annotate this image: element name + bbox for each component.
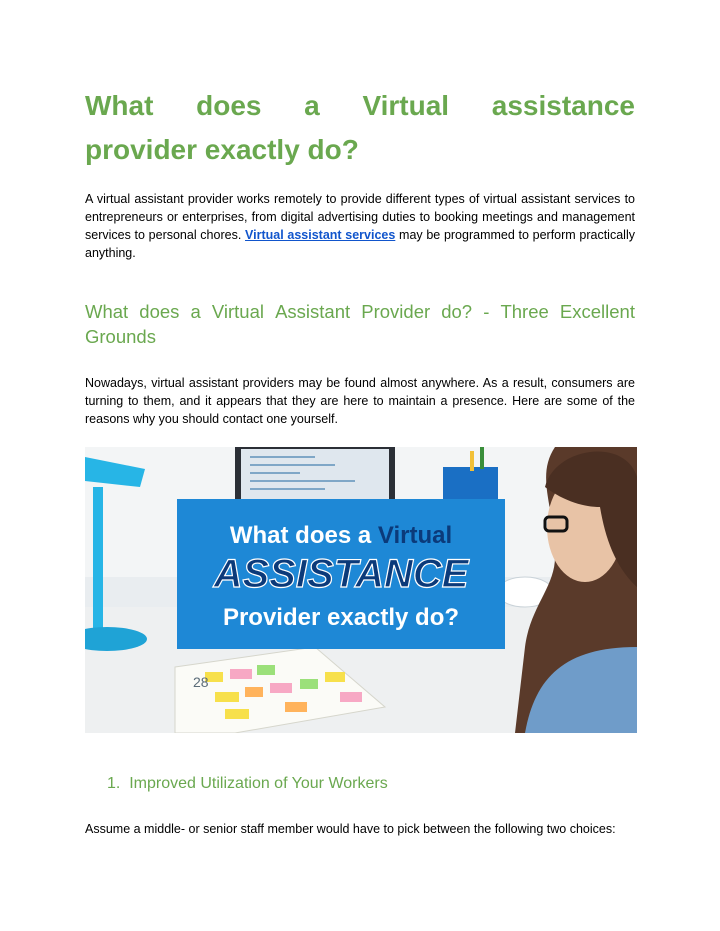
intro-paragraph [85,190,635,262]
title-word: What [85,90,154,121]
svg-text:What does a Virtual [230,522,452,549]
section-paragraph: Nowadays, virtual assistant providers may be found almost anywhere. As a result, consumers are turning to them, and it appears that they are here to maintain a presence. Here are some of the reasons why you should contact one yourself. [85,376,635,426]
section-heading [85,299,635,349]
intro-text-end: may be programmed to perform practically anything. [85,228,635,260]
section-heading-word: What [85,301,129,322]
section-heading-word: - [483,301,490,322]
section-heading-word: Excellent [559,301,635,322]
list-item-heading [107,774,388,794]
section-heading-word: do? [441,301,473,322]
list-item-text: Improved Utilization of Your Workers [129,775,388,792]
section-heading-word: Three [500,301,549,322]
section-heading-line-1 [85,299,635,324]
section-heading-line-2: Grounds [85,326,156,347]
page-title [85,84,635,172]
section-heading-word: a [190,301,201,322]
section-heading-word: Virtual [211,301,264,322]
section-heading-word: Assistant [275,301,351,322]
title-word: a [304,90,320,121]
title-line-1 [85,84,635,128]
banner-line-3: Provider exactly do? [222,604,460,631]
title-word: assistance [491,90,635,121]
hero-image [85,447,637,733]
calendar-number: 28 [193,674,209,690]
title-word: does [196,90,262,121]
section-heading-word: does [139,301,180,322]
closing-paragraph: Assume a middle- or senior staff member would have to pick between the following two choices: [85,822,616,836]
section-heading-word: Provider [361,301,431,322]
list-number: 1. [107,775,121,792]
virtual-assistant-services-link[interactable]: Virtual assistant services [245,228,396,242]
title-line-2: provider exactly do? [85,134,359,165]
intro-text: A virtual assistant provider works remotely to provide different types of virtual assistant services to entrepreneurs or enterprises, from digital advertising duties to booking meetings and management services to personal chores. [85,192,635,242]
banner-line-1-accent: Virtual [377,522,453,549]
banner-line-2: ASSISTANCE [213,552,469,596]
title-word: Virtual [362,90,450,121]
banner-line-1: What does a [229,522,378,549]
